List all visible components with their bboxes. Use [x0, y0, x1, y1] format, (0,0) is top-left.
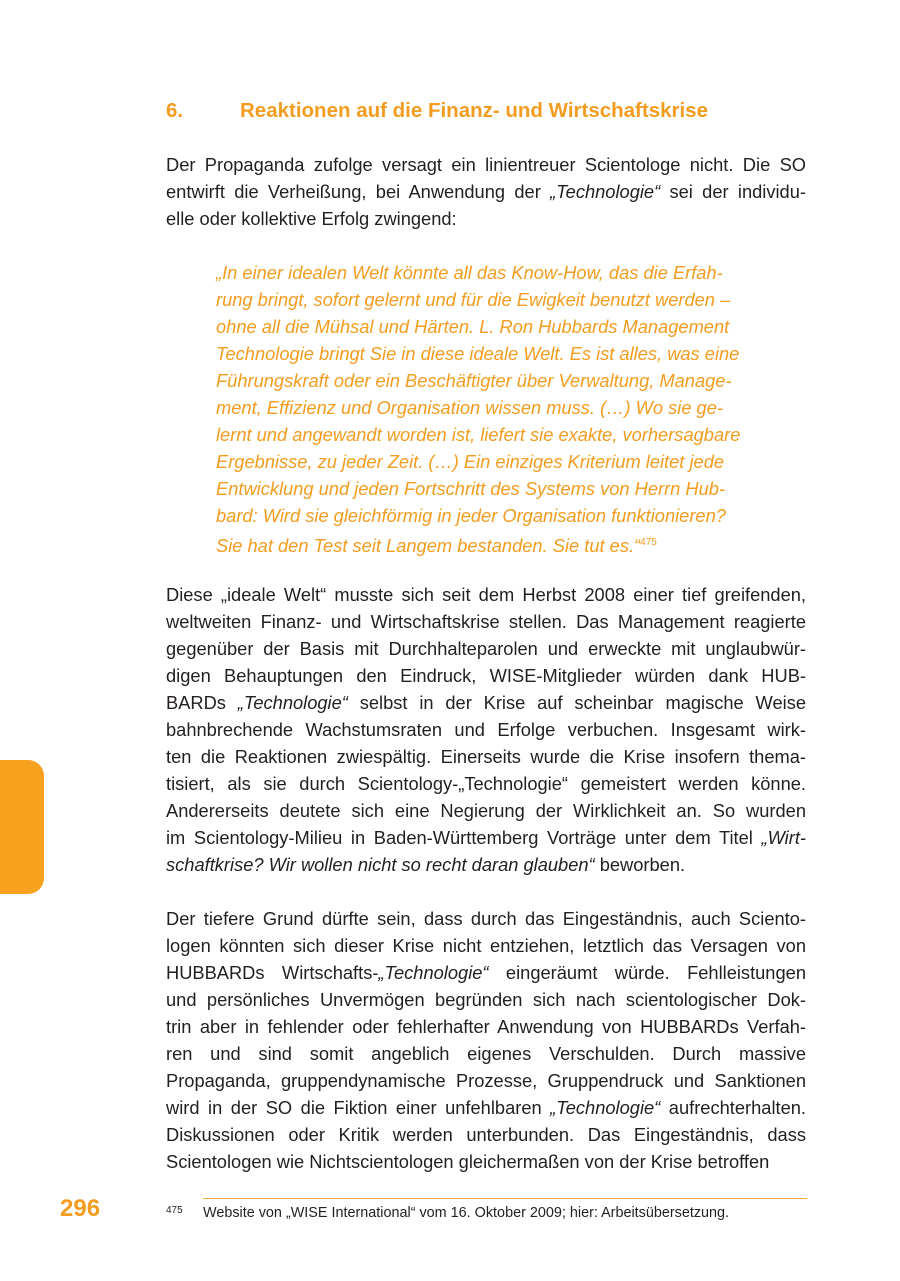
text-line: bahnbrechende Wachstumsraten und Erfolge verbuchen. Insgesamt wirk- [166, 719, 806, 740]
text-line: lernt und angewandt worden ist, liefert sie exakte, vorhersagbare [216, 424, 741, 445]
text-line: schaftkrise? Wir wollen nicht so recht daran glauben“ beworben. [166, 854, 686, 875]
text-line: entwirft die Verheißung, bei Anwendung der „Technologie“ sei der individu- [166, 181, 806, 202]
paragraph-2 [166, 581, 806, 878]
text-line: im Scientology-Milieu in Baden-Württemberg Vorträge unter dem Titel „Wirt- [166, 827, 806, 848]
section-number: 6. [166, 99, 184, 122]
text-line: und persönliches Unvermögen begründen sich nach scientologischer Dok- [166, 989, 806, 1010]
text-line: trin aber in fehlender oder fehlerhafter Anwendung von HUBBARDs Verfah- [166, 1016, 806, 1037]
text-line: Propaganda, gruppendynamische Prozesse, Gruppendruck und Sanktionen [166, 1070, 806, 1091]
text-line: elle oder kollektive Erfolg zwingend: [166, 208, 457, 229]
text-line: logen könnten sich dieser Krise nicht entziehen, letztlich das Versagen von [166, 935, 806, 956]
paragraph-3 [166, 905, 806, 1175]
intro-paragraph [166, 151, 806, 232]
footnote-reference[interactable]: 475 [640, 537, 657, 548]
text-line: gegenüber der Basis mit Durchhalteparolen und erweckte mit unglaubwür- [166, 638, 806, 659]
text-line: rung bringt, sofort gelernt und für die Ewigkeit benutzt werden – [216, 289, 731, 310]
text-line: ten die Reaktionen zwiespältig. Einerseits wurde die Krise insofern thema- [166, 746, 806, 767]
text-line: Entwicklung und jeden Fortschritt des Systems von Herrn Hub- [216, 478, 726, 499]
text-line: ohne all die Mühsal und Härten. L. Ron Hubbards Management [216, 316, 730, 337]
text-line: ren und sind somit angeblich eigenes Verschulden. Durch massive [166, 1043, 806, 1064]
text-line: Ergebnisse, zu jeder Zeit. (…) Ein einziges Kriterium leitet jede [216, 451, 725, 472]
footnote-text: Website von „WISE International“ vom 16. Oktober 2009; hier: Arbeitsübersetzung. [203, 1205, 730, 1221]
text-line: HUBBARDs Wirtschafts-„Technologie“ eingeräumt würde. Fehlleistungen [166, 962, 806, 983]
footnote-divider [203, 1198, 807, 1199]
page-number: 296 [60, 1195, 101, 1222]
section-title: Reaktionen auf die Finanz- und Wirtschaftskrise [240, 99, 708, 122]
text-line: Sie hat den Test seit Langem bestanden. Sie tut es.“$^{475}$ [216, 535, 657, 556]
text-line: „In einer idealen Welt könnte all das Know-How, das die Erfah- [216, 262, 723, 283]
text-line: Der tiefere Grund dürfte sein, dass durch das Eingeständnis, auch Sciento- [166, 908, 806, 929]
text-line: ment, Effizienz und Organisation wissen muss. (…) Wo sie ge- [216, 397, 723, 418]
chapter-tab-marker [0, 760, 44, 894]
text-line: bard: Wird sie gleichförmig in jeder Organisation funktionieren? [216, 505, 726, 526]
text-line: weltweiten Finanz- und Wirtschaftskrise stellen. Das Management reagierte [166, 611, 806, 632]
text-line: Diese „ideale Welt“ musste sich seit dem Herbst 2008 einer tief greifenden, [166, 584, 806, 605]
text-line: Führungskraft oder ein Beschäftigter über Verwaltung, Manage- [216, 370, 732, 391]
text-line: digen Behauptungen den Eindruck, WISE-Mitglieder würden dank HUB- [166, 665, 806, 686]
text-line: Andererseits deutete sich eine Negierung der Wirklichkeit an. So wurden [166, 800, 806, 821]
text-line: Scientologen wie Nichtscientologen gleichermaßen von der Krise betroffen [166, 1151, 770, 1172]
text-line: Der Propaganda zufolge versagt ein linientreuer Scientologe nicht. Die SO [166, 154, 806, 175]
text-line: Technologie bringt Sie in diese ideale Welt. Es ist alles, was eine [216, 343, 740, 364]
text-line: Diskussionen oder Kritik werden unterbunden. Das Eingeständnis, dass [166, 1124, 806, 1145]
text-line: wird in der SO die Fiktion einer unfehlbaren „Technologie“ aufrechterhalten. [166, 1097, 806, 1118]
text-line: BARDs „Technologie“ selbst in der Krise auf scheinbar magische Weise [166, 692, 806, 713]
blockquote [216, 259, 760, 556]
footnote-number: 475 [166, 1205, 183, 1216]
text-line: tisiert, als sie durch Scientology-„Technologie“ gemeistert werden könne. [166, 773, 806, 794]
